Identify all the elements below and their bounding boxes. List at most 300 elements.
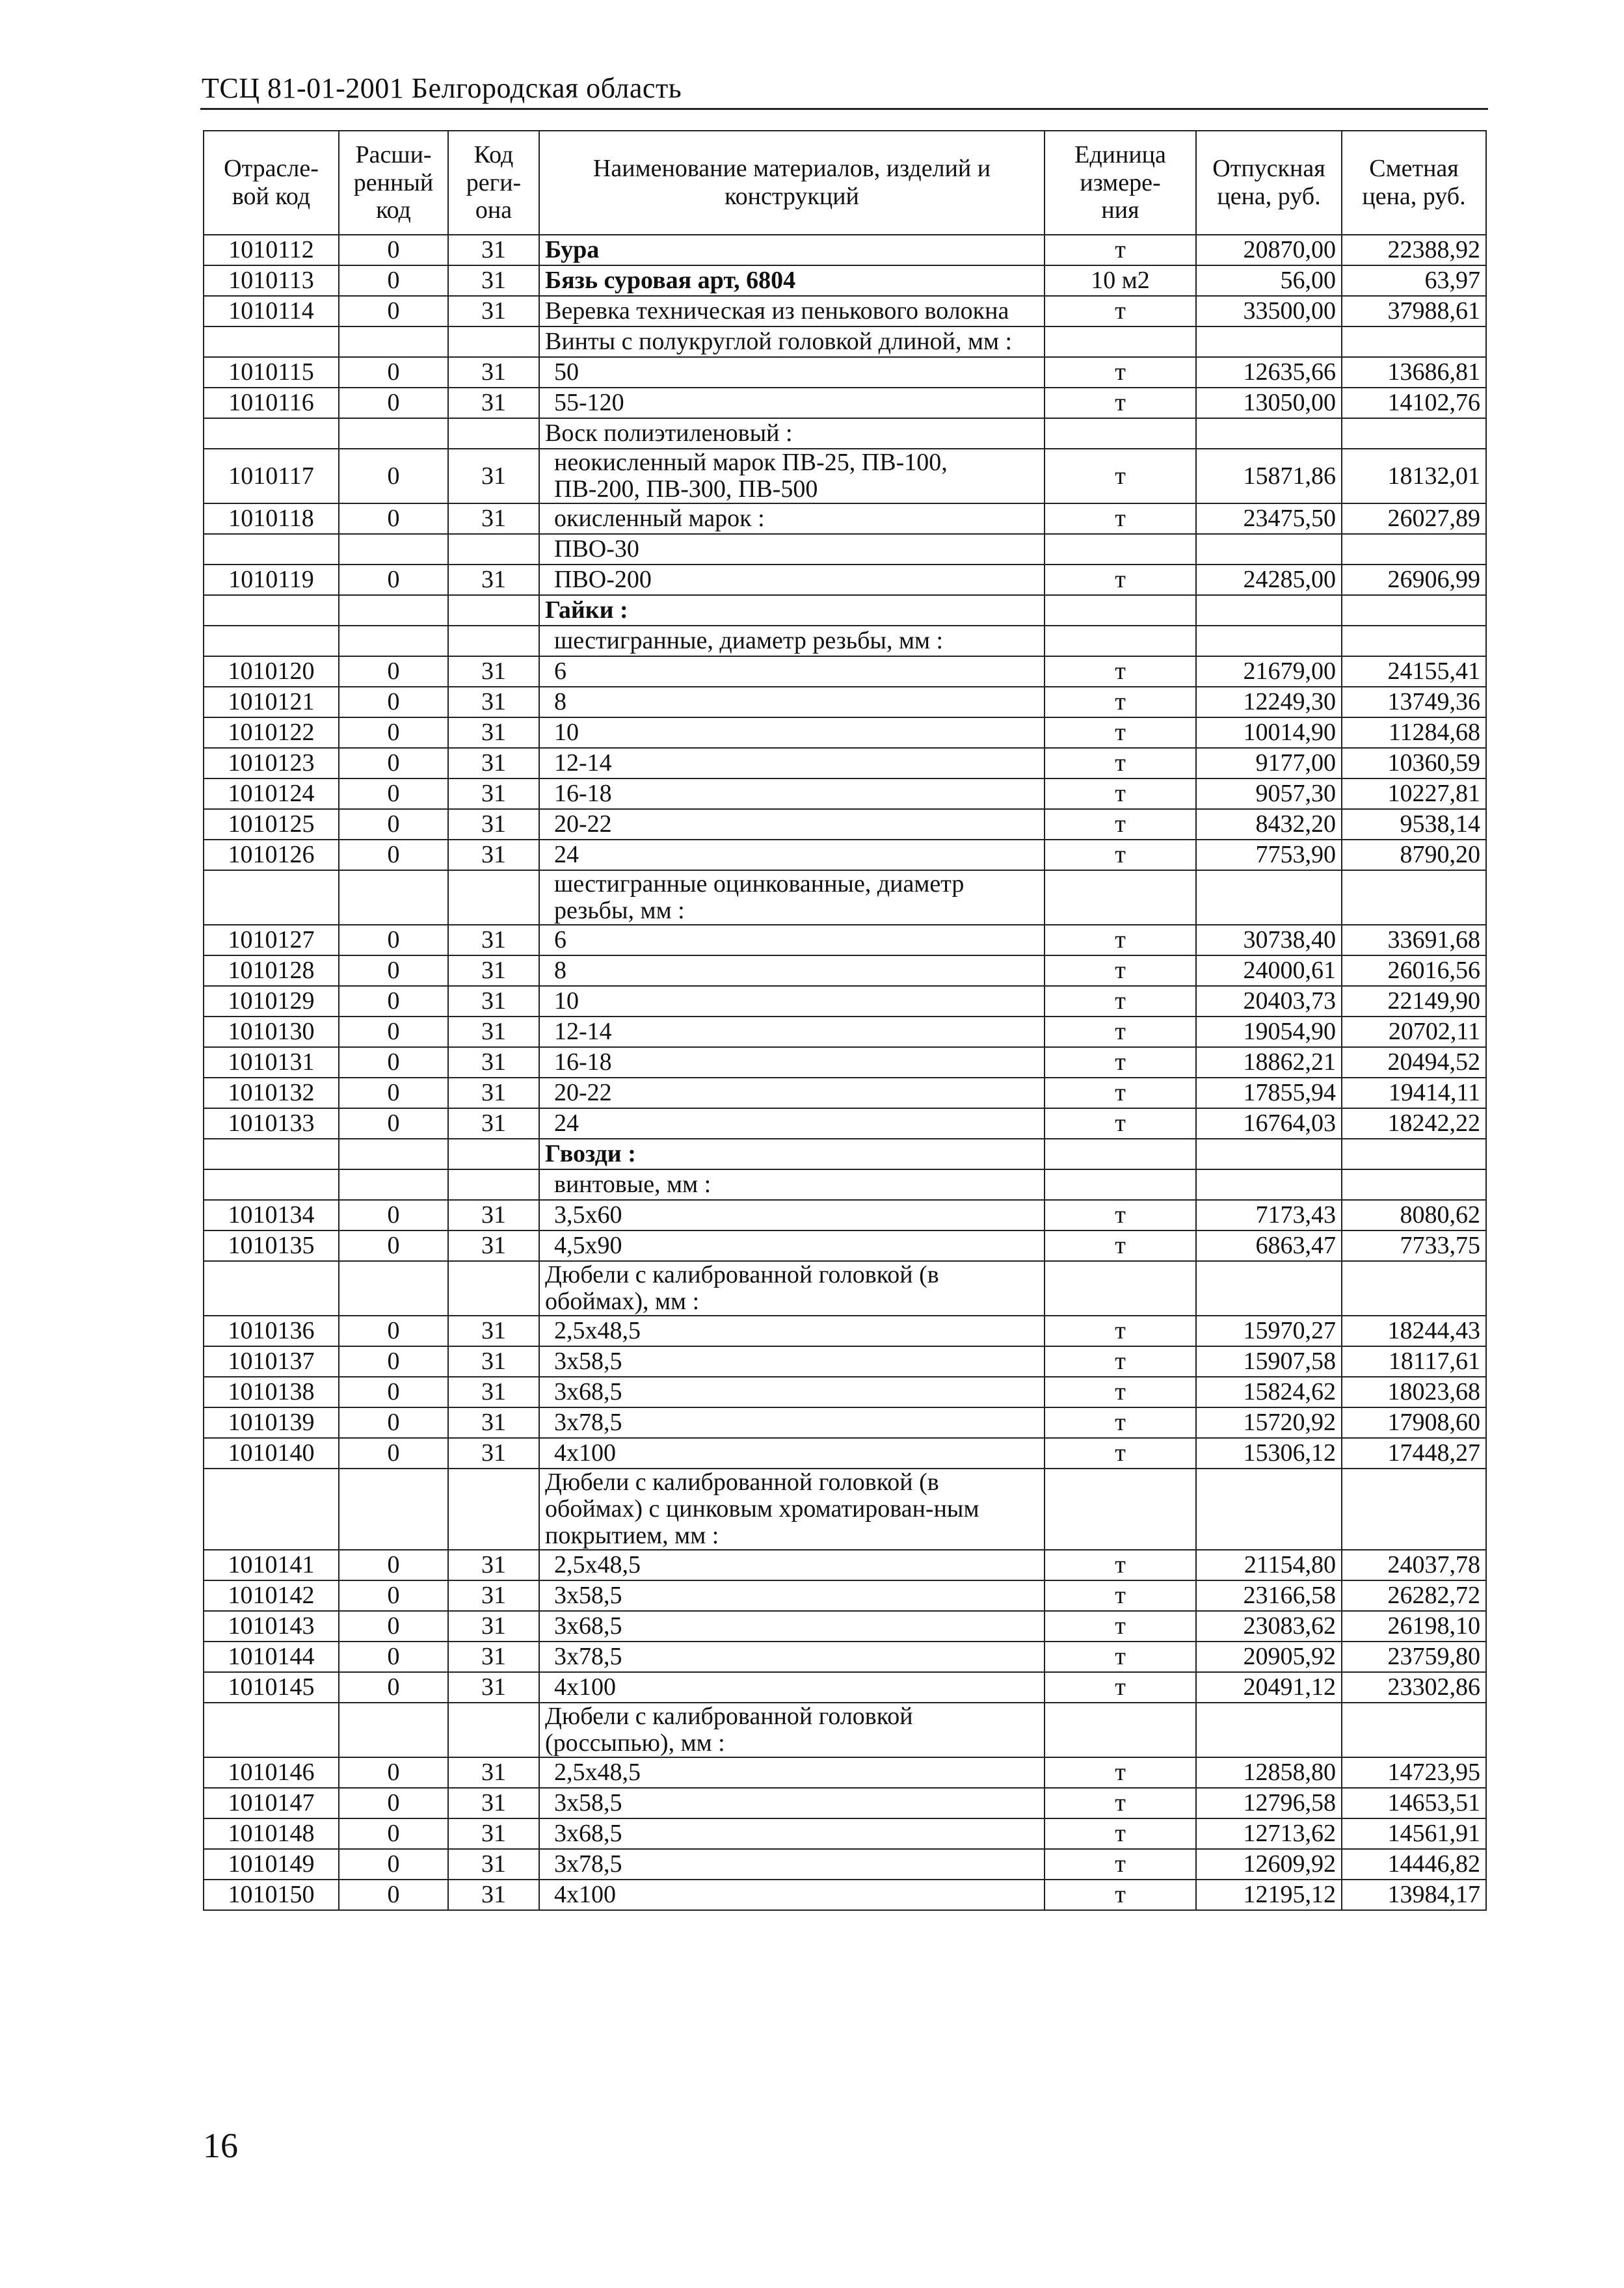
cell-release-price: 24285,00 [1196,565,1342,595]
cell-region-code: 31 [448,1017,539,1047]
cell-estimate-price: 14102,76 [1342,388,1486,418]
cell-region-code: 31 [448,1849,539,1880]
cell-extended-code: 0 [339,1788,448,1818]
cell-estimate-price: 37988,61 [1342,296,1486,326]
cell-release-price: 20403,73 [1196,986,1342,1017]
cell-material-name: 8 [539,955,1045,986]
cell-material-name: 3х58,5 [539,1580,1045,1611]
cell-release-price [1196,1139,1342,1169]
cell-branch-code: 1010136 [204,1316,339,1346]
cell-estimate-price: 33691,68 [1342,925,1486,955]
cell-estimate-price [1342,1169,1486,1200]
cell-unit: т [1045,1438,1196,1469]
cell-material-name: винтовые, мм : [539,1169,1045,1200]
header-estimate-price: Сметная цена, руб. [1342,131,1486,235]
cell-extended-code: 0 [339,1316,448,1346]
cell-release-price: 17855,94 [1196,1078,1342,1108]
cell-extended-code: 0 [339,1047,448,1078]
cell-estimate-price: 18242,22 [1342,1108,1486,1139]
cell-branch-code: 1010149 [204,1849,339,1880]
cell-estimate-price: 13749,36 [1342,687,1486,717]
table-row [204,388,1486,418]
cell-release-price [1196,534,1342,565]
cell-region-code: 31 [448,687,539,717]
cell-region-code: 31 [448,1200,539,1230]
cell-estimate-price: 10360,59 [1342,748,1486,778]
header-unit: Единица измере- ния [1045,131,1196,235]
table-row [204,1550,1486,1580]
cell-estimate-price: 22388,92 [1342,235,1486,265]
header-branch-code: Отрасле- вой код [204,131,339,235]
cell-material-name: 16-18 [539,778,1045,809]
cell-estimate-price: 19414,11 [1342,1078,1486,1108]
cell-unit: т [1045,1880,1196,1910]
cell-region-code [448,870,539,925]
table-row [204,1580,1486,1611]
cell-region-code: 31 [448,1316,539,1346]
price-table [203,130,1487,1911]
cell-unit: т [1045,1672,1196,1703]
cell-region-code: 31 [448,1580,539,1611]
cell-region-code [448,626,539,656]
cell-branch-code: 1010112 [204,235,339,265]
table-row [204,1200,1486,1230]
cell-estimate-price [1342,626,1486,656]
cell-unit [1045,870,1196,925]
cell-material-name: 12-14 [539,1017,1045,1047]
cell-material-name: неокисленный марок ПВ-25, ПВ-100, ПВ-200, ПВ-300, ПВ-500 [539,449,1045,503]
cell-estimate-price [1342,1261,1486,1316]
cell-material-name: 3х68,5 [539,1818,1045,1849]
cell-release-price [1196,418,1342,449]
cell-extended-code: 0 [339,1672,448,1703]
cell-region-code [448,1469,539,1550]
cell-unit [1045,418,1196,449]
cell-branch-code [204,626,339,656]
cell-estimate-price: 24155,41 [1342,656,1486,687]
cell-extended-code: 0 [339,687,448,717]
cell-region-code [448,1169,539,1200]
cell-branch-code [204,1469,339,1550]
cell-unit: т [1045,565,1196,595]
cell-unit [1045,1469,1196,1550]
cell-material-name: 10 [539,717,1045,748]
cell-material-name: 3х58,5 [539,1346,1045,1377]
cell-material-name: шестигранные оцинкованные, диаметр резьбы, мм : [539,870,1045,925]
cell-unit: т [1045,1078,1196,1108]
table-row [204,1316,1486,1346]
cell-unit: т [1045,1788,1196,1818]
cell-branch-code [204,326,339,357]
cell-region-code: 31 [448,1047,539,1078]
cell-region-code: 31 [448,1880,539,1910]
cell-region-code: 31 [448,357,539,388]
table-row [204,1230,1486,1261]
cell-region-code [448,326,539,357]
cell-extended-code: 0 [339,296,448,326]
cell-material-name: Винты с полукруглой головкой длиной, мм : [539,326,1045,357]
cell-release-price: 9057,30 [1196,778,1342,809]
table-row [204,809,1486,840]
cell-material-name: 20-22 [539,809,1045,840]
cell-extended-code: 0 [339,388,448,418]
cell-release-price [1196,326,1342,357]
cell-branch-code: 1010114 [204,296,339,326]
header-material-name: Наименование материалов, изделий и конструкций [539,131,1045,235]
cell-estimate-price: 14723,95 [1342,1757,1486,1788]
cell-branch-code: 1010127 [204,925,339,955]
cell-release-price: 12858,80 [1196,1757,1342,1788]
cell-extended-code [339,1139,448,1169]
cell-unit: т [1045,1550,1196,1580]
cell-material-name: Бязь суровая арт, 6804 [539,265,1045,296]
cell-unit: т [1045,840,1196,870]
cell-material-name: шестигранные, диаметр резьбы, мм : [539,626,1045,656]
cell-release-price [1196,1703,1342,1757]
cell-region-code [448,595,539,626]
cell-estimate-price [1342,534,1486,565]
cell-extended-code: 0 [339,449,448,503]
cell-branch-code: 1010140 [204,1438,339,1469]
table-header-row [204,131,1486,235]
cell-material-name: Дюбели с калиброванной головкой (в обоймах), мм : [539,1261,1045,1316]
cell-region-code: 31 [448,1377,539,1407]
cell-unit: т [1045,1818,1196,1849]
cell-extended-code: 0 [339,1438,448,1469]
table-row [204,1672,1486,1703]
cell-branch-code: 1010121 [204,687,339,717]
table-row [204,656,1486,687]
cell-region-code: 31 [448,717,539,748]
cell-material-name: 4х100 [539,1438,1045,1469]
cell-release-price: 12249,30 [1196,687,1342,717]
cell-region-code [448,1139,539,1169]
cell-region-code: 31 [448,1611,539,1642]
cell-unit: т [1045,1047,1196,1078]
page-header: ТСЦ 81-01-2001 Белгородская область [202,72,682,104]
cell-region-code [448,1703,539,1757]
cell-branch-code [204,534,339,565]
cell-region-code: 31 [448,1438,539,1469]
cell-region-code: 31 [448,778,539,809]
table-row [204,326,1486,357]
cell-extended-code: 0 [339,1880,448,1910]
cell-release-price: 30738,40 [1196,925,1342,955]
cell-branch-code: 1010131 [204,1047,339,1078]
cell-unit: т [1045,986,1196,1017]
cell-region-code: 31 [448,1788,539,1818]
cell-unit: т [1045,955,1196,986]
cell-extended-code: 0 [339,1078,448,1108]
cell-release-price: 24000,61 [1196,955,1342,986]
cell-branch-code [204,1261,339,1316]
cell-estimate-price: 23302,86 [1342,1672,1486,1703]
cell-branch-code: 1010144 [204,1642,339,1672]
table-row [204,1407,1486,1438]
table-row [204,925,1486,955]
cell-region-code: 31 [448,748,539,778]
cell-branch-code: 1010124 [204,778,339,809]
cell-extended-code: 0 [339,1849,448,1880]
cell-material-name: 3х68,5 [539,1377,1045,1407]
cell-estimate-price [1342,595,1486,626]
cell-unit: т [1045,1642,1196,1672]
table-row [204,1818,1486,1849]
cell-branch-code [204,595,339,626]
cell-extended-code: 0 [339,1407,448,1438]
cell-estimate-price: 23759,80 [1342,1642,1486,1672]
cell-branch-code: 1010139 [204,1407,339,1438]
cell-release-price: 20905,92 [1196,1642,1342,1672]
cell-extended-code: 0 [339,1200,448,1230]
cell-branch-code: 1010132 [204,1078,339,1108]
cell-branch-code: 1010128 [204,955,339,986]
cell-unit: т [1045,503,1196,534]
cell-unit: т [1045,1407,1196,1438]
header-release-price: Отпускная цена, руб. [1196,131,1342,235]
cell-material-name: 4х100 [539,1880,1045,1910]
cell-region-code: 31 [448,1757,539,1788]
cell-region-code: 31 [448,1108,539,1139]
cell-unit: т [1045,1200,1196,1230]
cell-estimate-price: 20494,52 [1342,1047,1486,1078]
cell-unit [1045,1139,1196,1169]
cell-release-price: 9177,00 [1196,748,1342,778]
cell-extended-code: 0 [339,1642,448,1672]
cell-unit: т [1045,717,1196,748]
cell-unit: т [1045,388,1196,418]
cell-extended-code [339,626,448,656]
cell-extended-code: 0 [339,925,448,955]
cell-release-price: 12635,66 [1196,357,1342,388]
table-row [204,748,1486,778]
cell-unit: т [1045,1757,1196,1788]
cell-release-price: 7753,90 [1196,840,1342,870]
cell-extended-code [339,1703,448,1757]
cell-unit: т [1045,778,1196,809]
cell-material-name: 6 [539,656,1045,687]
cell-estimate-price: 26282,72 [1342,1580,1486,1611]
cell-material-name: Веревка техническая из пенькового волокна [539,296,1045,326]
cell-branch-code: 1010120 [204,656,339,687]
cell-estimate-price [1342,326,1486,357]
cell-region-code [448,418,539,449]
table-row [204,296,1486,326]
cell-estimate-price: 11284,68 [1342,717,1486,748]
cell-branch-code: 1010135 [204,1230,339,1261]
header-rule [200,108,1488,110]
cell-extended-code: 0 [339,503,448,534]
cell-release-price: 15871,86 [1196,449,1342,503]
cell-branch-code: 1010130 [204,1017,339,1047]
cell-branch-code: 1010133 [204,1108,339,1139]
cell-release-price [1196,595,1342,626]
cell-estimate-price: 18023,68 [1342,1377,1486,1407]
cell-release-price: 18862,21 [1196,1047,1342,1078]
cell-region-code: 31 [448,1407,539,1438]
cell-branch-code: 1010150 [204,1880,339,1910]
cell-region-code: 31 [448,388,539,418]
cell-material-name: 4х100 [539,1672,1045,1703]
cell-extended-code: 0 [339,748,448,778]
cell-release-price [1196,1169,1342,1200]
cell-unit: т [1045,1108,1196,1139]
cell-unit: т [1045,1346,1196,1377]
cell-material-name: 6 [539,925,1045,955]
cell-branch-code [204,1703,339,1757]
cell-region-code: 31 [448,986,539,1017]
cell-branch-code: 1010117 [204,449,339,503]
cell-extended-code: 0 [339,778,448,809]
table-row [204,265,1486,296]
cell-extended-code [339,1169,448,1200]
cell-extended-code: 0 [339,986,448,1017]
cell-unit: т [1045,296,1196,326]
cell-extended-code: 0 [339,1611,448,1642]
table-row [204,1703,1486,1757]
cell-release-price: 21154,80 [1196,1550,1342,1580]
cell-branch-code [204,870,339,925]
cell-material-name: 24 [539,840,1045,870]
cell-region-code: 31 [448,840,539,870]
cell-release-price: 15970,27 [1196,1316,1342,1346]
cell-material-name: Бура [539,235,1045,265]
cell-release-price: 20870,00 [1196,235,1342,265]
cell-material-name: Гайки : [539,595,1045,626]
cell-branch-code: 1010123 [204,748,339,778]
cell-estimate-price: 26198,10 [1342,1611,1486,1642]
cell-unit: т [1045,1230,1196,1261]
cell-branch-code: 1010115 [204,357,339,388]
cell-region-code: 31 [448,809,539,840]
cell-region-code: 31 [448,1818,539,1849]
cell-extended-code [339,595,448,626]
table-row [204,778,1486,809]
table-row [204,1849,1486,1880]
cell-extended-code [339,1469,448,1550]
cell-unit [1045,326,1196,357]
cell-extended-code: 0 [339,1017,448,1047]
cell-estimate-price: 9538,14 [1342,809,1486,840]
cell-material-name: 10 [539,986,1045,1017]
cell-estimate-price: 14446,82 [1342,1849,1486,1880]
cell-branch-code [204,1139,339,1169]
cell-unit: т [1045,656,1196,687]
cell-region-code: 31 [448,656,539,687]
cell-material-name: 3х78,5 [539,1642,1045,1672]
cell-estimate-price: 18244,43 [1342,1316,1486,1346]
cell-region-code: 31 [448,235,539,265]
cell-release-price: 23083,62 [1196,1611,1342,1642]
cell-region-code: 31 [448,955,539,986]
cell-extended-code: 0 [339,235,448,265]
page-number: 16 [203,2126,238,2165]
cell-extended-code: 0 [339,809,448,840]
cell-estimate-price: 63,97 [1342,265,1486,296]
cell-material-name: Гвозди : [539,1139,1045,1169]
cell-estimate-price: 10227,81 [1342,778,1486,809]
cell-branch-code: 1010137 [204,1346,339,1377]
cell-release-price: 8432,20 [1196,809,1342,840]
cell-branch-code: 1010148 [204,1818,339,1849]
cell-extended-code: 0 [339,1580,448,1611]
cell-estimate-price: 8080,62 [1342,1200,1486,1230]
cell-release-price: 12195,12 [1196,1880,1342,1910]
cell-material-name: 2,5х48,5 [539,1550,1045,1580]
cell-release-price: 15907,58 [1196,1346,1342,1377]
cell-material-name: 4,5х90 [539,1230,1045,1261]
cell-branch-code: 1010116 [204,388,339,418]
cell-branch-code: 1010142 [204,1580,339,1611]
cell-extended-code: 0 [339,1550,448,1580]
cell-estimate-price: 13984,17 [1342,1880,1486,1910]
cell-branch-code: 1010125 [204,809,339,840]
cell-unit: т [1045,235,1196,265]
cell-release-price [1196,1469,1342,1550]
cell-region-code: 31 [448,1078,539,1108]
cell-estimate-price: 8790,20 [1342,840,1486,870]
table-row [204,1880,1486,1910]
cell-material-name: 8 [539,687,1045,717]
cell-release-price: 21679,00 [1196,656,1342,687]
cell-branch-code: 1010119 [204,565,339,595]
cell-release-price [1196,1261,1342,1316]
cell-material-name: 3х58,5 [539,1788,1045,1818]
table-row [204,1047,1486,1078]
cell-material-name: окисленный марок : [539,503,1045,534]
cell-extended-code: 0 [339,357,448,388]
cell-extended-code: 0 [339,565,448,595]
cell-material-name: 3,5х60 [539,1200,1045,1230]
cell-extended-code: 0 [339,1108,448,1139]
cell-extended-code: 0 [339,1757,448,1788]
table-row [204,1169,1486,1200]
cell-region-code: 31 [448,265,539,296]
cell-region-code: 31 [448,296,539,326]
cell-branch-code: 1010145 [204,1672,339,1703]
cell-material-name: Дюбели с калиброванной головкой (в обоймах) с цинковым хроматирован-ным покрытием, мм : [539,1469,1045,1550]
cell-unit: т [1045,809,1196,840]
cell-release-price: 12796,58 [1196,1788,1342,1818]
table-row [204,1078,1486,1108]
cell-extended-code [339,418,448,449]
cell-estimate-price [1342,418,1486,449]
cell-release-price: 10014,90 [1196,717,1342,748]
cell-material-name: 3х78,5 [539,1849,1045,1880]
table-row [204,595,1486,626]
cell-branch-code: 1010143 [204,1611,339,1642]
cell-unit: 10 м2 [1045,265,1196,296]
table-row [204,1611,1486,1642]
cell-unit [1045,1703,1196,1757]
cell-region-code: 31 [448,1230,539,1261]
cell-unit: т [1045,357,1196,388]
table-row [204,840,1486,870]
cell-region-code [448,1261,539,1316]
table-row [204,1469,1486,1550]
cell-extended-code: 0 [339,840,448,870]
cell-unit: т [1045,687,1196,717]
cell-extended-code: 0 [339,1346,448,1377]
cell-estimate-price: 24037,78 [1342,1550,1486,1580]
cell-material-name: 12-14 [539,748,1045,778]
cell-material-name: 55-120 [539,388,1045,418]
cell-region-code: 31 [448,1550,539,1580]
table-row [204,1108,1486,1139]
cell-estimate-price [1342,870,1486,925]
cell-extended-code: 0 [339,1818,448,1849]
cell-region-code [448,534,539,565]
